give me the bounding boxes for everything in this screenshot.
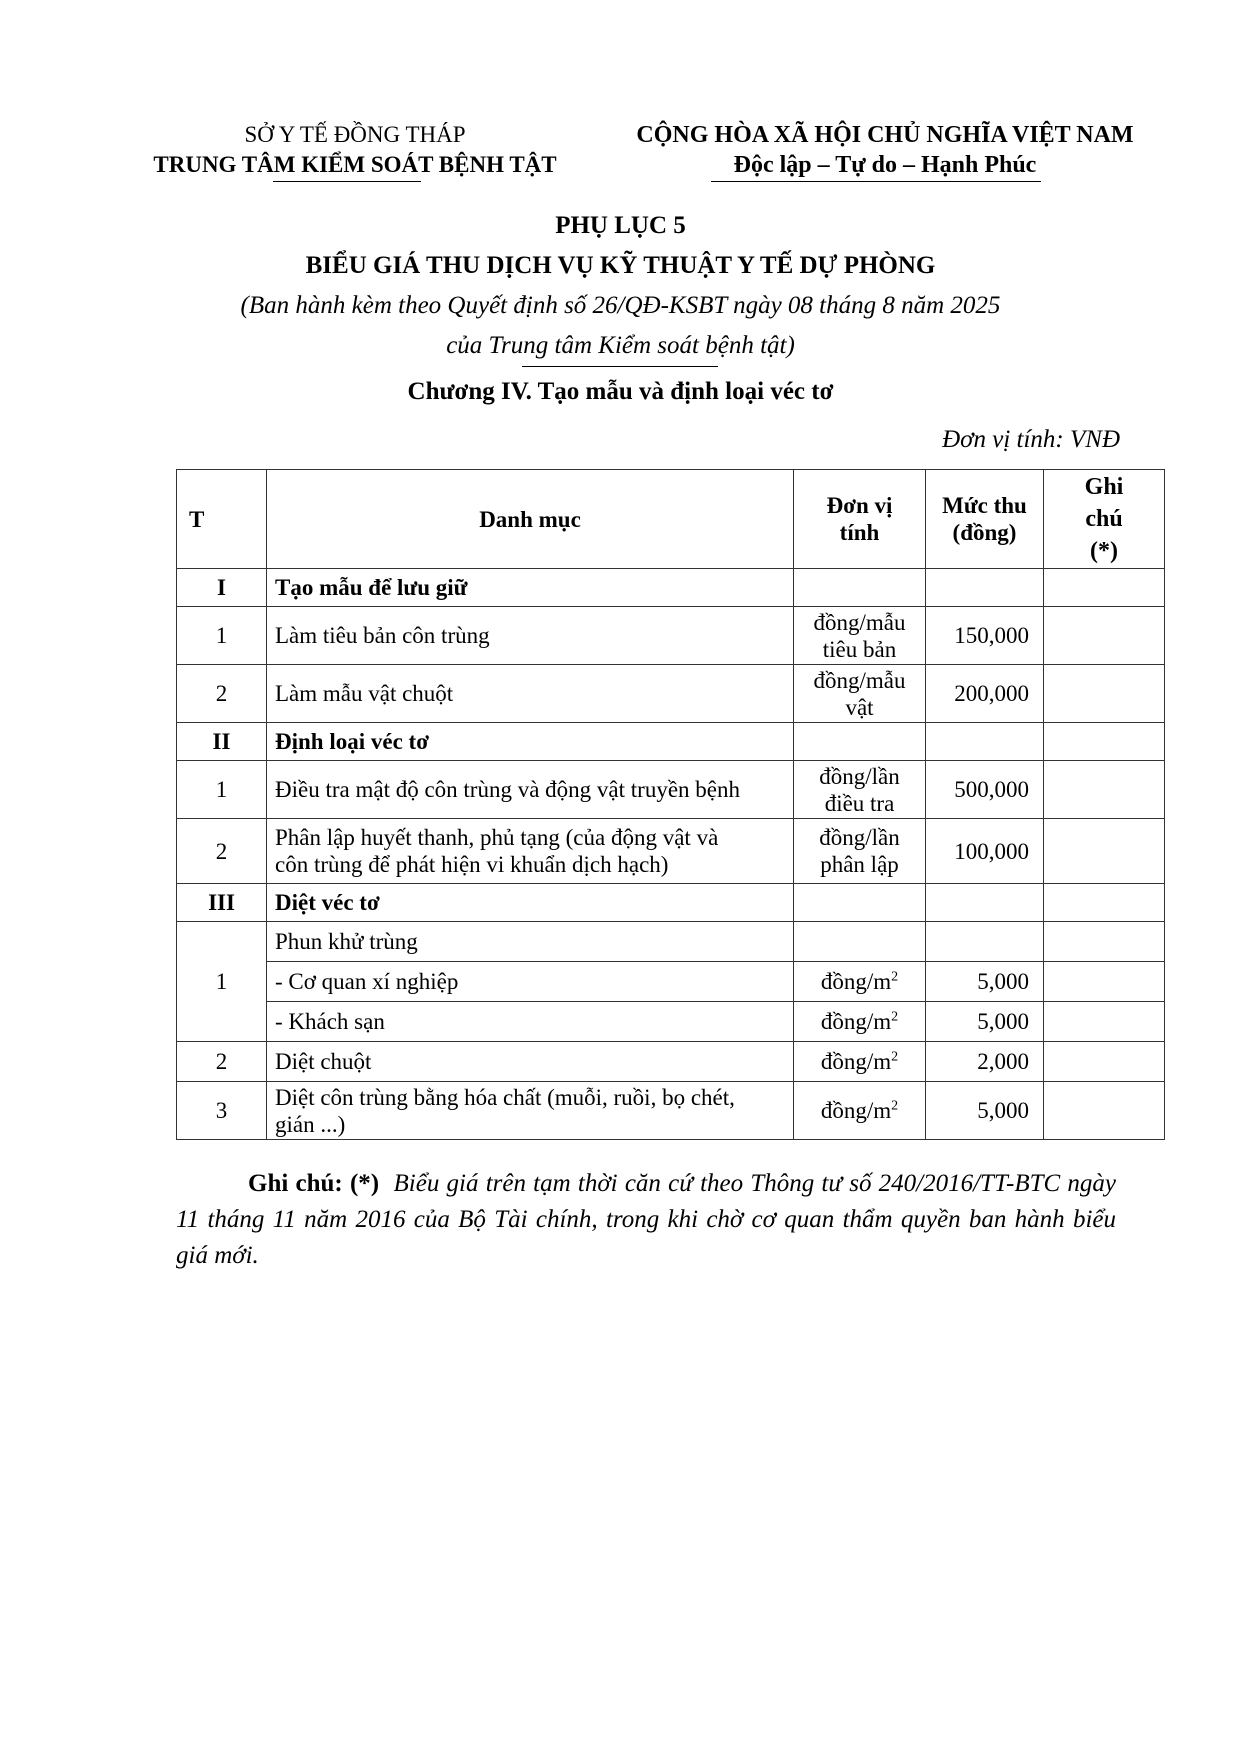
agency-name: TRUNG TÂM KIỂM SOÁT BỆNH TẬT	[153, 152, 557, 177]
subrow-item: - Cơ quan xí nghiệp	[267, 962, 794, 1002]
row-item: Diệt chuột	[267, 1042, 794, 1082]
col-header-note: Ghi chú (*)	[1044, 470, 1165, 569]
row-price: 200,000	[926, 665, 1044, 723]
row-price: 2,000	[926, 1042, 1044, 1082]
issued-line-1: (Ban hành kèm theo Quyết định số 26/QĐ-KSBT ngày 08 tháng 8 năm 2025	[240, 292, 1001, 319]
section-row	[177, 884, 1165, 922]
row-item: Phân lập huyết thanh, phủ tạng (của động vật và côn trùng để phát hiện vi khuẩn dịch hạch)	[267, 819, 794, 884]
row-note	[1044, 962, 1165, 1002]
row-number: 2	[177, 1042, 267, 1082]
issued-underline	[522, 366, 718, 367]
national-title-block	[615, 120, 1155, 180]
fee-table	[176, 469, 1165, 1140]
table-header-row	[177, 470, 1165, 569]
table-row	[177, 607, 1165, 665]
row-unit: đồng/$m^2$	[794, 1042, 926, 1082]
footnote-text: Biểu giá trên tạm thời căn cứ theo Thông tư số 240/2016/TT-BTC ngày 11 tháng 11 năm 2016 của Bộ Tài chính, trong khi chờ cơ quan thẩm quyền ban hành biểu giá mới.	[176, 1170, 1116, 1269]
parent-agency: SỞ Y TẾ ĐỒNG THÁP	[244, 122, 466, 147]
table-subrow	[177, 1002, 1165, 1042]
row-price: 5,000	[926, 1082, 1044, 1140]
issued-line-2: của Trung tâm Kiểm soát bệnh tật)	[446, 332, 795, 359]
row-item: Diệt côn trùng bằng hóa chất (muỗi, ruồi, bọ chét, gián ...)	[267, 1082, 794, 1140]
row-note	[1044, 819, 1165, 884]
row-number: 3	[177, 1082, 267, 1140]
row-price: 5,000	[926, 1002, 1044, 1042]
section-number: I	[177, 569, 267, 607]
table-row	[177, 1082, 1165, 1140]
table-row	[177, 665, 1165, 723]
col-header-item: Danh mục	[267, 470, 794, 569]
section-number: II	[177, 723, 267, 761]
row-note	[1044, 607, 1165, 665]
row-item: Làm mẫu vật chuột	[267, 665, 794, 723]
chapter-heading: Chương IV. Tạo mẫu và định loại véc tơ	[407, 378, 834, 405]
row-unit: đồng/mẫu tiêu bản	[794, 607, 926, 665]
row-note	[1044, 761, 1165, 819]
table-row	[177, 1042, 1165, 1082]
footnote	[176, 1166, 1116, 1274]
row-price: 500,000	[926, 761, 1044, 819]
table-row	[177, 761, 1165, 819]
row-price: 5,000	[926, 962, 1044, 1002]
appendix-number: PHỤ LỤC 5	[555, 212, 686, 239]
section-number: III	[177, 884, 267, 922]
row-unit: đồng/mẫu vật	[794, 665, 926, 723]
row-unit: đồng/$m^2$	[794, 962, 926, 1002]
row-unit: đồng/lần điều tra	[794, 761, 926, 819]
col-header-price: Mức thu (đồng)	[926, 470, 1044, 569]
row-unit: đồng/lần phân lập	[794, 819, 926, 884]
row-item: Phun khử trùng	[267, 922, 794, 962]
subrow-item: - Khách sạn	[267, 1002, 794, 1042]
row-price: 150,000	[926, 607, 1044, 665]
row-note	[1044, 1002, 1165, 1042]
row-note	[1044, 1082, 1165, 1140]
row-item: Điều tra mật độ côn trùng và động vật truyền bệnh	[267, 761, 794, 819]
row-number: 2	[177, 819, 267, 884]
col-header-unit: Đơn vị tính	[794, 470, 926, 569]
section-row	[177, 569, 1165, 607]
section-name: Định loại véc tơ	[267, 723, 794, 761]
motto: Độc lập – Tự do – Hạnh Phúc	[733, 152, 1037, 178]
section-row	[177, 723, 1165, 761]
issuing-agency-block	[120, 120, 590, 180]
row-number: 1	[177, 922, 267, 1042]
agency-underline	[273, 181, 421, 182]
row-unit: đồng/$m^2$	[794, 1002, 926, 1042]
row-price: 100,000	[926, 819, 1044, 884]
country-name: CỘNG HÒA XÃ HỘI CHỦ NGHĨA VIỆT NAM	[636, 122, 1134, 148]
row-item: Làm tiêu bản côn trùng	[267, 607, 794, 665]
row-number: 2	[177, 665, 267, 723]
table-subrow	[177, 962, 1165, 1002]
row-number: 1	[177, 607, 267, 665]
section-name: Diệt véc tơ	[267, 884, 794, 922]
row-note	[1044, 665, 1165, 723]
row-note	[1044, 1042, 1165, 1082]
table-row	[177, 922, 1165, 962]
section-name: Tạo mẫu để lưu giữ	[267, 569, 794, 607]
footnote-label: Ghi chú: (*)	[248, 1170, 380, 1197]
row-unit: đồng/$m^2$	[794, 1082, 926, 1140]
col-header-t: T	[177, 470, 267, 569]
motto-underline	[711, 181, 1041, 182]
document-title: BIỂU GIÁ THU DỊCH VỤ KỸ THUẬT Y TẾ DỰ PHÒNG	[305, 252, 936, 279]
table-row	[177, 819, 1165, 884]
row-number: 1	[177, 761, 267, 819]
currency-unit: Đơn vị tính: VNĐ	[942, 426, 1120, 453]
